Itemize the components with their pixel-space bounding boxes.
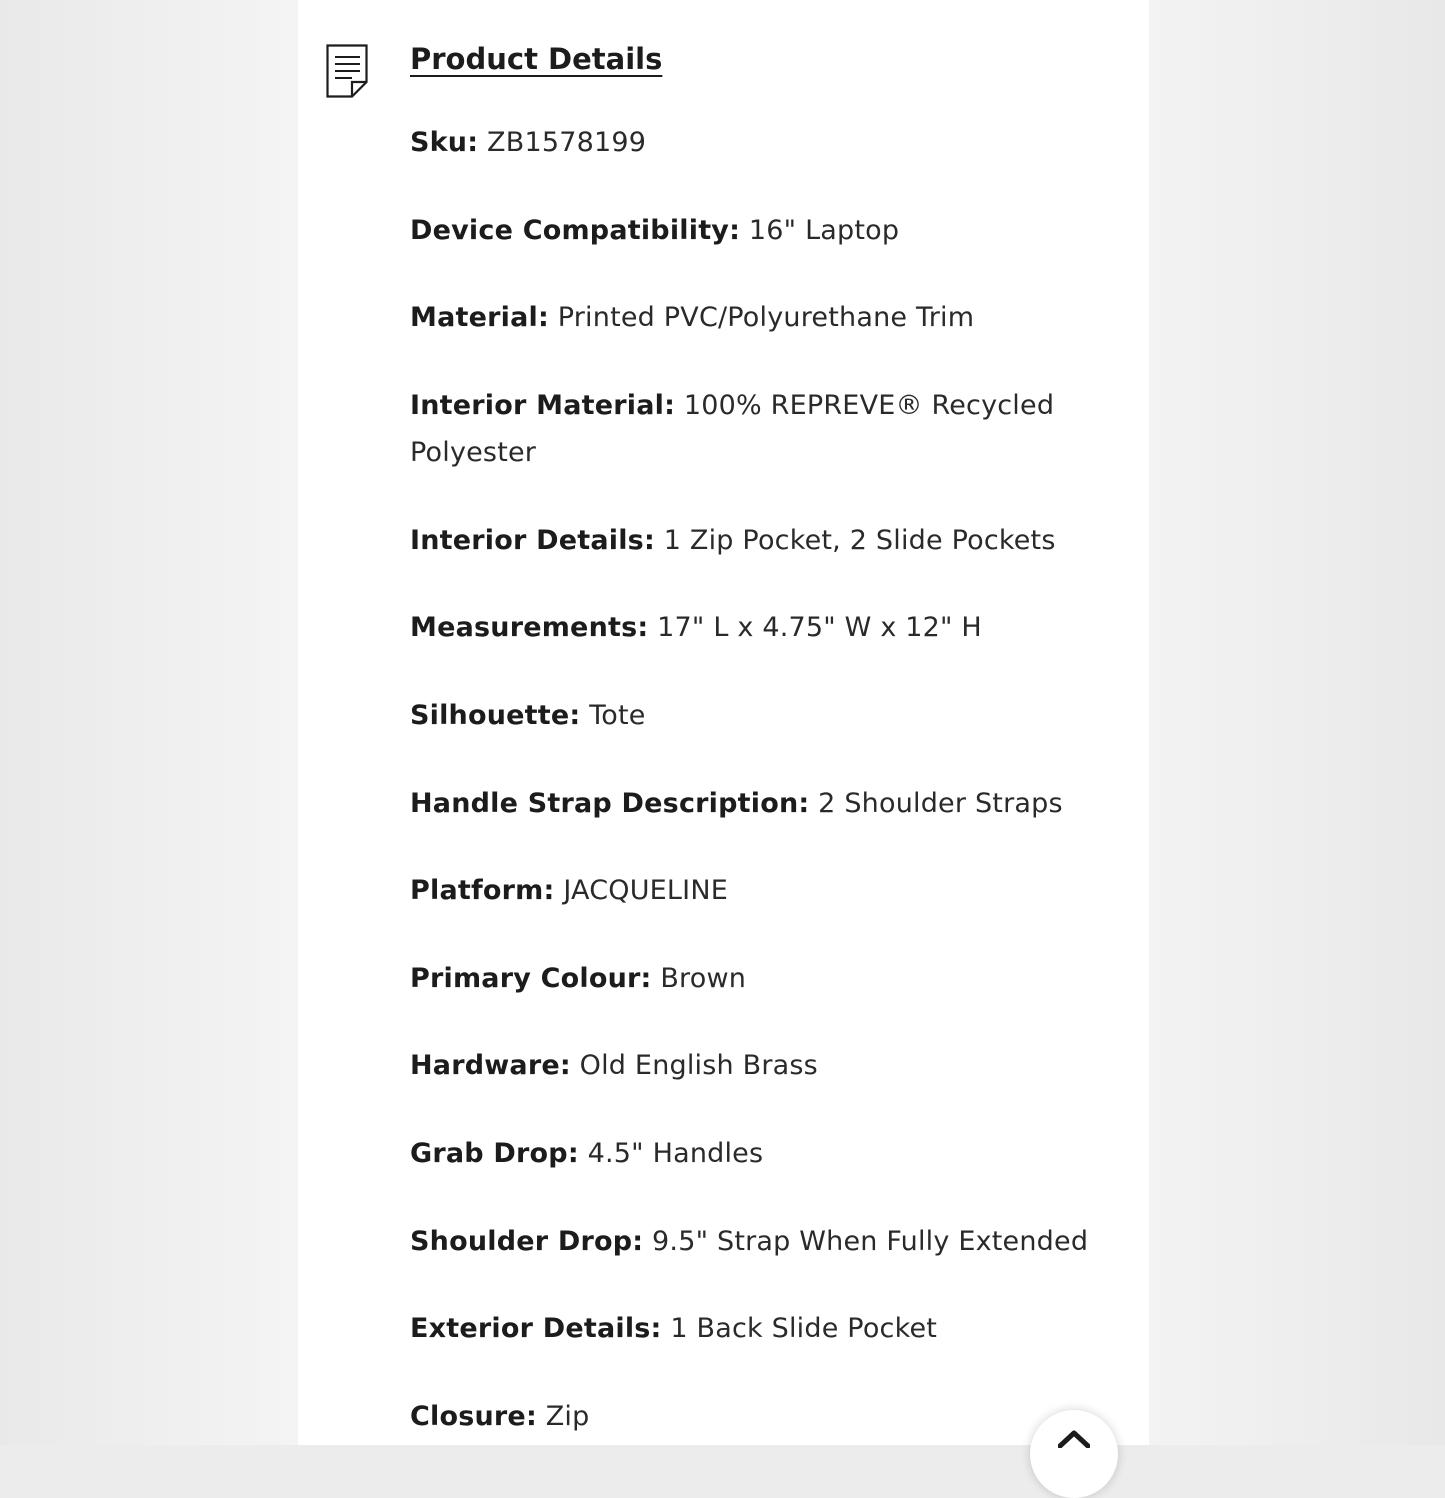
section-title[interactable]: Product Details (410, 42, 663, 76)
spec-row-sku (410, 119, 1130, 166)
spec-label: Exterior Details: (410, 1313, 662, 1344)
spec-value: 17" L x 4.75" W x 12" H (657, 612, 982, 643)
spec-value: Zip (545, 1401, 590, 1432)
spec-label: Interior Material: (410, 390, 676, 421)
spec-label: Material: (410, 302, 549, 333)
spec-label: Shoulder Drop: (410, 1226, 644, 1257)
spec-value: 1 Zip Pocket, 2 Slide Pockets (663, 525, 1056, 556)
spec-value: 100% REPREVE® Recycled Polyester (410, 390, 1055, 468)
spec-value: Brown (660, 963, 747, 994)
spec-value: Tote (589, 700, 646, 731)
spec-label: Closure: (410, 1401, 537, 1432)
spec-value: Printed PVC/Polyurethane Trim (557, 302, 975, 333)
spec-label: Handle Strap Description: (410, 788, 810, 819)
spec-row-silhouette (410, 692, 1130, 739)
spec-row-device-compatibility (410, 207, 1130, 254)
spec-value: 16" Laptop (748, 215, 900, 246)
spec-row-shoulder-drop (410, 1218, 1130, 1265)
spec-row-interior-material (410, 382, 1070, 476)
spec-value: JACQUELINE (563, 875, 728, 906)
spec-row-handle-strap-description (410, 780, 1130, 827)
spec-label: Device Compatibility: (410, 215, 741, 246)
spec-label: Platform: (410, 875, 555, 906)
spec-label: Interior Details: (410, 525, 655, 556)
spec-value: 4.5" Handles (587, 1138, 764, 1169)
spec-label: Grab Drop: (410, 1138, 579, 1169)
spec-label: Primary Colour: (410, 963, 652, 994)
spec-row-primary-colour (410, 955, 1130, 1002)
spec-value: 9.5" Strap When Fully Extended (652, 1226, 1089, 1257)
spec-value: ZB1578199 (487, 127, 647, 158)
spec-label: Measurements: (410, 612, 649, 643)
spec-row-material (410, 294, 1130, 341)
spec-value: 2 Shoulder Straps (818, 788, 1063, 819)
spec-value: Old English Brass (579, 1050, 818, 1081)
spec-row-measurements (410, 604, 1130, 651)
spec-row-hardware (410, 1042, 1130, 1089)
spec-label: Silhouette: (410, 700, 581, 731)
spec-row-interior-details (410, 517, 1130, 564)
product-details-panel (298, 0, 1149, 1445)
spec-value: 1 Back Slide Pocket (670, 1313, 938, 1344)
spec-label: Sku: (410, 127, 479, 158)
spec-row-grab-drop (410, 1130, 1130, 1177)
spec-row-closure (410, 1393, 1130, 1440)
spec-row-exterior-details (410, 1305, 1130, 1352)
document-icon (326, 44, 368, 98)
scroll-to-top-button[interactable] (1030, 1410, 1118, 1498)
spec-row-platform (410, 867, 1130, 914)
page-background-left (0, 0, 298, 1445)
spec-label: Hardware: (410, 1050, 571, 1081)
page-background-right (1149, 0, 1445, 1445)
